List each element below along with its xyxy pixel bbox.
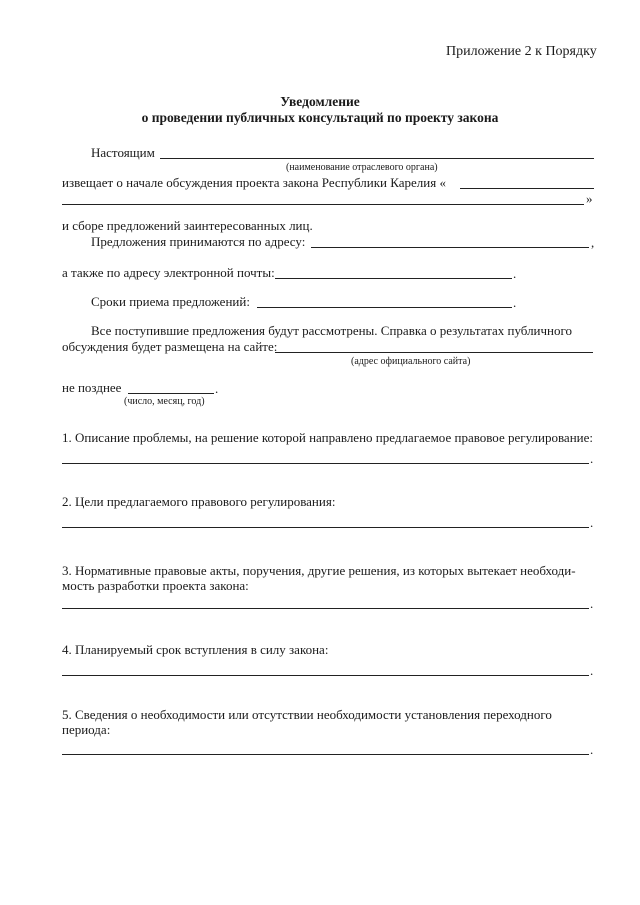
section-1-heading: 1. Описание проблемы, на решение которой направлено предлагаемое правовое регулирование: <box>62 430 593 445</box>
section-5-dot: . <box>590 742 594 757</box>
review-text-1: Все поступившие предложения будут рассмотрены. Справка о результатах публичного <box>91 323 573 338</box>
section-4-answer-line[interactable] <box>62 675 589 676</box>
date-caption: (число, месяц, год) <box>124 396 205 407</box>
document-title: Уведомление <box>280 94 360 109</box>
deadline-label: Сроки приема предложений: <box>91 294 250 309</box>
date-dot: . <box>215 381 219 396</box>
law-name-line-1[interactable] <box>460 188 594 189</box>
site-caption: (адрес официального сайта) <box>351 356 471 367</box>
section-1-dot: . <box>590 451 594 466</box>
organ-name-line[interactable] <box>160 158 594 159</box>
organ-caption: (наименование отраслевого органа) <box>286 162 438 173</box>
email-line[interactable] <box>275 278 512 279</box>
deadline-line[interactable] <box>257 307 512 308</box>
section-2-heading: 2. Цели предлагаемого правового регулирования: <box>62 494 336 509</box>
no-later-label: не позднее <box>62 380 122 395</box>
date-line[interactable] <box>128 393 214 394</box>
section-3-dot: . <box>590 596 594 611</box>
site-line[interactable] <box>275 352 593 353</box>
collection-text: и сборе предложений заинтересованных лиц. <box>62 218 313 233</box>
section-3-heading-line-2: мость разработки проекта закона: <box>62 578 249 593</box>
section-3-heading-line-1: 3. Нормативные правовые акты, поручения, другие решения, из которых вытекает необходи- <box>62 563 576 578</box>
section-5-heading-line-2: периода: <box>62 722 111 737</box>
section-1-answer-line[interactable] <box>62 463 589 464</box>
section-2-dot: . <box>590 515 594 530</box>
email-label: а также по адресу электронной почты: <box>62 265 275 280</box>
present-label: Настоящим <box>91 145 155 160</box>
deadline-dot: . <box>513 295 517 310</box>
law-name-line-2[interactable] <box>62 204 584 205</box>
review-text-2: обсуждения будет размещена на сайте: <box>62 339 278 354</box>
section-4-heading: 4. Планируемый срок вступления в силу закона: <box>62 642 329 657</box>
section-5-heading-line-1: 5. Сведения о необходимости или отсутствии необходимости установления переходного <box>62 707 552 722</box>
section-2-answer-line[interactable] <box>62 527 589 528</box>
address-line[interactable] <box>311 247 589 248</box>
document-subtitle: о проведении публичных консультаций по проекту закона <box>141 110 499 125</box>
email-dot: . <box>513 266 517 281</box>
quote-close: » <box>586 191 593 206</box>
address-comma: , <box>591 235 595 250</box>
section-3-answer-line[interactable] <box>62 608 589 609</box>
notifies-text: извещает о начале обсуждения проекта закона Республики Карелия « <box>62 175 446 190</box>
appendix-reference: Приложение 2 к Порядку <box>446 44 597 59</box>
section-5-answer-line[interactable] <box>62 754 589 755</box>
section-4-dot: . <box>590 663 594 678</box>
address-label: Предложения принимаются по адресу: <box>91 234 306 249</box>
